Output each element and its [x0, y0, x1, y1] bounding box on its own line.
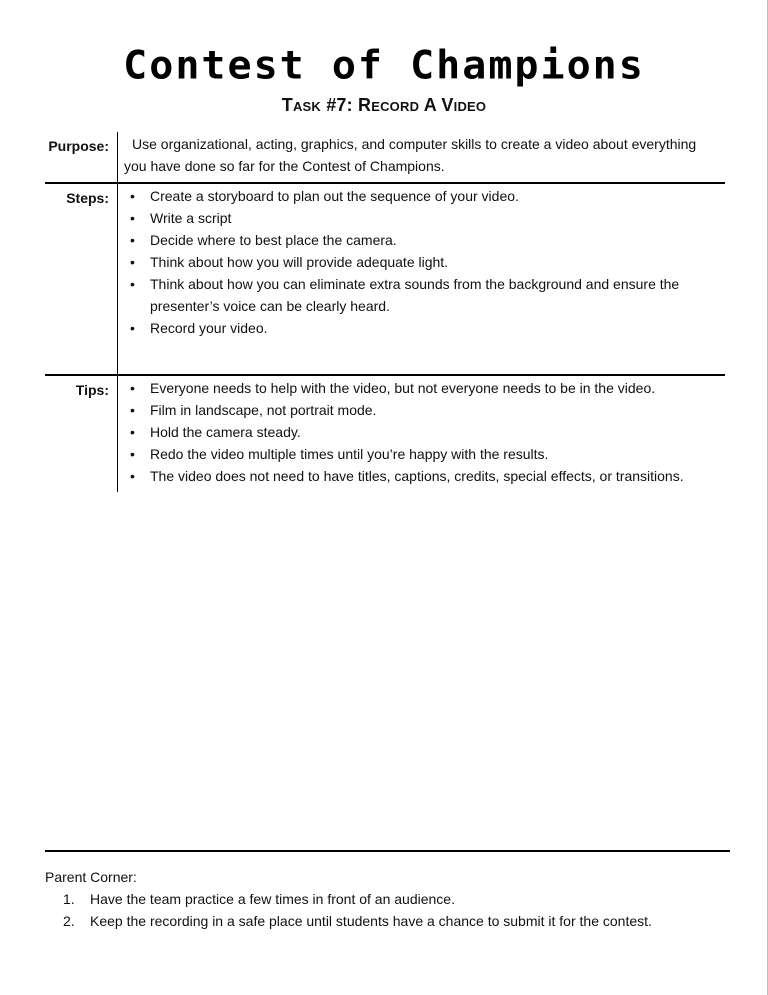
tips-list [124, 377, 725, 487]
task-table [45, 132, 725, 492]
task-title: Task #7: Record A Video [281, 95, 487, 115]
list-item: • Redo the video multiple times until you’re happy with the results. [130, 446, 549, 462]
list-item: 1. Have the team practice a few times in front of an audience. [63, 891, 455, 907]
list-item: • Record your video. [130, 320, 268, 336]
list-item: • Write a script [130, 210, 232, 226]
parent-corner-title: Parent Corner: [45, 869, 137, 885]
purpose-label: Purpose: [48, 138, 109, 154]
list-item: • Create a storyboard to plan out the sequence of your video. [130, 188, 519, 204]
list-item: 2. Keep the recording in a safe place until students have a chance to submit it for the contest. [63, 913, 652, 929]
steps-label: Steps: [66, 190, 109, 206]
tips-list-container [117, 376, 725, 492]
parent-corner [45, 850, 730, 932]
list-item: • Think about how you will provide adequate light. [130, 254, 449, 270]
document-title: Contest of Champions [123, 43, 645, 89]
steps-list-container [117, 184, 725, 374]
steps-row [45, 184, 725, 374]
list-item: • Hold the camera steady. [130, 424, 301, 440]
steps-list [124, 185, 725, 339]
tips-row [45, 376, 725, 492]
list-item: • The video does not need to have titles, captions, credits, special effects, or transitions. [130, 468, 684, 484]
list-item: • Decide where to best place the camera. [130, 232, 397, 248]
list-item: • Think about how you can eliminate extra sounds from the background and ensure the presenter’s voice can be clearly heard. [130, 276, 680, 314]
parent-corner-list [45, 888, 730, 932]
purpose-text: Use organizational, acting, graphics, and computer skills to create a video about everything you have done so far for the Contest of Champions. [117, 132, 725, 182]
tips-label: Tips: [75, 382, 109, 398]
purpose-row [45, 132, 725, 182]
list-item: • Everyone needs to help with the video, but not everyone needs to be in the video. [130, 380, 656, 396]
list-item: • Film in landscape, not portrait mode. [130, 402, 377, 418]
